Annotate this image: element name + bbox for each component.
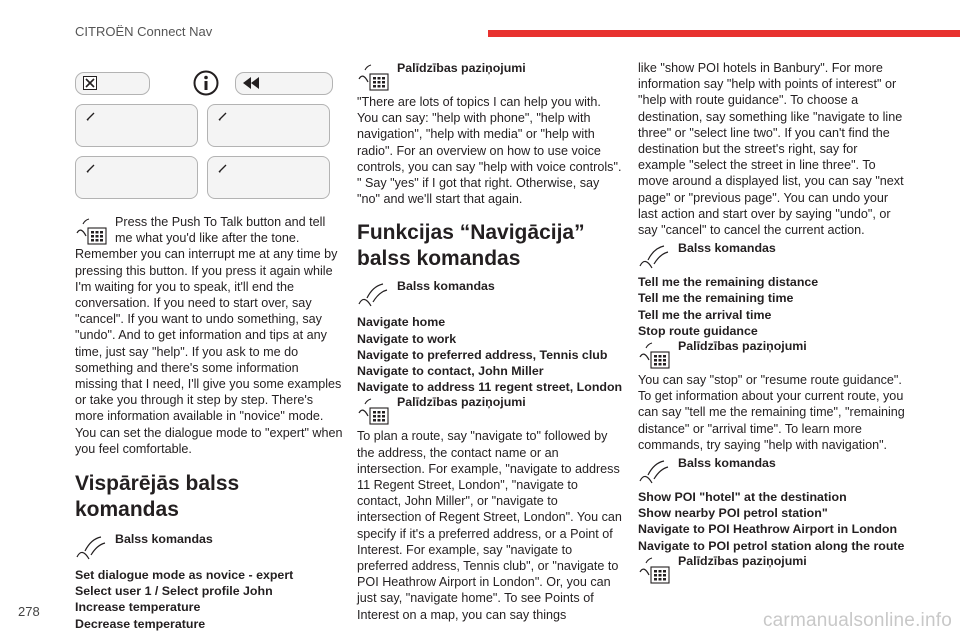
voice-screen-illustration [75, 62, 335, 205]
continued-paragraph: like "show POI hotels in Banbury". For more information say "help with points of interest" or "help with route guidance". To choose a destination, say something like "navigate to line three" or "select line two". If you can't find the destination but the street's right, say for example "select the street in line three". To move around a displayed list, you can say "next page" or "previous page". You can undo your last action and start over by saying "undo", or say "cancel" to cancel the current action. [638, 61, 904, 238]
help-prompts-heading: Palīdzības paziņojumi [357, 394, 625, 426]
command-item: Stop route guidance [638, 323, 758, 338]
command-item: Increase temperature [75, 600, 201, 615]
command-item: Navigate to POI petrol station along the route [638, 538, 905, 553]
command-list [638, 274, 906, 339]
pencil-icon [218, 163, 228, 173]
command-item: Show POI "hotel" at the destination [638, 490, 847, 505]
help-prompt-icon [357, 60, 391, 92]
command-list [75, 567, 343, 632]
help-paragraph: You can say "stop" or "resume route guidance". To get information about your current route, you can say "tell me the remaining time", "remaining distance" or "arrival time". To learn more commands, try saying "help with navigation". [638, 373, 905, 452]
info-icon [193, 70, 219, 96]
voice-commands-heading: Balss komandas [638, 240, 906, 272]
close-button-frame [75, 72, 150, 95]
voice-command-icon [638, 240, 672, 272]
intro-paragraph: Press the Push To Talk button and tell me what you'd like after the tone. Remember you can interrupt me at any time by pressing this button. If you press it again while I'm waiting for you to speak, it'll end the conversation. If you need to start over, say "cancel". If you want to undo something, say "undo". And to get information and tips at any time, just say "help". If you ask to me do something and there's some information missing that I need, I'll give you some examples or take you through it step by step. There's more information available in "novice" mode. You can set the dialogue mode to "expert" when you feel comfortable. [75, 215, 343, 456]
section-title-general: Vispārējās balss komandas [75, 472, 240, 522]
help-prompts-heading: Palīdzības paziņojumi [638, 338, 906, 370]
command-item: Navigate to POI Heathrow Airport in London [638, 522, 898, 537]
help-prompts-heading: Palīdzības paziņojumi [357, 60, 625, 92]
voice-commands-heading: Balss komandas [75, 531, 343, 563]
command-list [638, 489, 906, 554]
column-1 [75, 214, 343, 632]
help-prompt-icon [357, 394, 391, 426]
pencil-icon [86, 163, 96, 173]
command-item: Tell me the remaining time [638, 291, 794, 306]
command-item: Navigate home [357, 315, 446, 330]
command-item: Select user 1 / Select profile John [75, 584, 273, 599]
column-2 [357, 60, 625, 623]
section-title-navigation: Funkcijas “Navigācija” balss komandas [357, 221, 585, 271]
voice-command-icon [638, 455, 672, 487]
command-item: Navigate to work [357, 331, 457, 346]
mic-slot-2 [207, 104, 330, 147]
help-paragraph: "There are lots of topics I can help you with. You can say: "help with phone", "help with navigation", "help with media" or "help with radio". For an overview on how to use voice controls, you can say "help with voice controls". " Say "yes" if I got that right. Otherwise, say "no" and we'll start that again. [357, 95, 622, 207]
voice-commands-heading: Balss komandas [638, 455, 906, 487]
help-prompts-heading: Palīdzības paziņojumi [638, 553, 906, 585]
back-icon [242, 77, 260, 89]
command-item: Tell me the arrival time [638, 307, 772, 322]
watermark: carmanualsonline.info [762, 610, 952, 631]
voice-commands-heading: Balss komandas [357, 278, 625, 310]
voice-command-icon [75, 531, 109, 563]
command-item: Navigate to contact, John Miller [357, 364, 544, 379]
close-icon [83, 76, 97, 90]
help-prompt-icon [75, 214, 109, 246]
header-accent-bar [488, 30, 960, 37]
mic-slot-4 [207, 156, 330, 199]
pencil-icon [218, 111, 228, 121]
back-button-frame [235, 72, 333, 95]
command-item: Decrease temperature [75, 616, 206, 631]
command-item: Navigate to preferred address, Tennis club [357, 347, 608, 362]
command-item: Show nearby POI petrol station" [638, 506, 828, 521]
mic-slot-1 [75, 104, 198, 147]
page-number: 278 [18, 604, 40, 619]
help-paragraph: To plan a route, say "navigate to" followed by the address, the contact name or an intersection. For example, "navigate to address 11 Regent Street, London", "navigate to contact, John Miller", or "navigate to intersection of Regent Street, London". You can specify if it's a preferred address, or a Point of Interest. For example, say "navigate to preferred address, Tennis club", or "navigate to POI Heathrow Airport in London". Or, you can just say, "navigate home". To see Points of Interest on a map, you can say things [357, 429, 622, 622]
page-header-title: CITROËN Connect Nav [75, 24, 213, 39]
command-item: Set dialogue mode as novice - expert [75, 568, 294, 583]
pencil-icon [86, 111, 96, 121]
help-prompt-icon [638, 338, 672, 370]
voice-command-icon [357, 278, 391, 310]
help-prompt-icon [638, 553, 672, 585]
command-list [357, 314, 625, 395]
command-item: Navigate to address 11 regent street, London [357, 380, 623, 395]
column-3 [638, 60, 906, 585]
mic-slot-3 [75, 156, 198, 199]
command-item: Tell me the remaining distance [638, 275, 819, 290]
